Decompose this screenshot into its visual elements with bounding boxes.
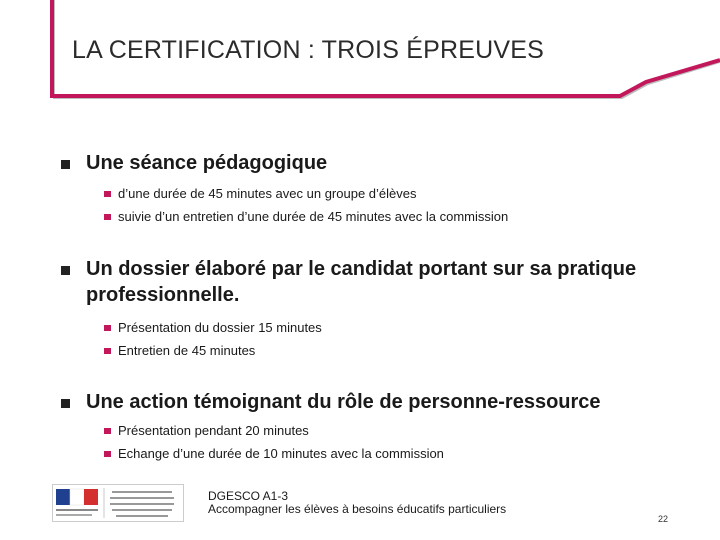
square-bullet-icon [61, 160, 70, 169]
small-square-bullet-icon [104, 325, 111, 331]
list-item: Présentation du dossier 15 minutes [104, 316, 698, 339]
section-dossier [58, 256, 698, 362]
footer-org: DGESCO A1-3 [208, 489, 289, 503]
section-heading: Une action témoignant du rôle de personne-ressource [58, 389, 698, 415]
list-item: d’une durée de 45 minutes avec un groupe d’élèves [104, 182, 698, 205]
section-seance-pedagogique [58, 150, 698, 228]
small-square-bullet-icon [104, 348, 111, 354]
small-square-bullet-icon [104, 214, 111, 220]
sub-list [58, 182, 698, 228]
slide-title: LA CERTIFICATION : TROIS ÉPREUVES [72, 36, 544, 64]
small-square-bullet-icon [104, 191, 111, 197]
section-heading: Un dossier élaboré par le candidat portant sur sa pratique professionnelle. [58, 256, 698, 308]
small-square-bullet-icon [104, 451, 111, 457]
small-square-bullet-icon [104, 428, 111, 434]
footer-subtitle: Accompagner les élèves à besoins éducatifs particuliers [208, 502, 507, 516]
square-bullet-icon [61, 399, 70, 408]
ministry-logo-icon [52, 484, 184, 522]
sub-list [58, 316, 698, 362]
list-item: suivie d’un entretien d’une durée de 45 minutes avec la commission [104, 205, 698, 228]
sub-list [58, 419, 698, 465]
list-item: Echange d’une durée de 10 minutes avec la commission [104, 442, 698, 465]
page-number: 22 [658, 514, 669, 524]
section-personne-ressource [58, 389, 698, 465]
square-bullet-icon [61, 266, 70, 275]
list-item: Entretien de 45 minutes [104, 339, 698, 362]
list-item: Présentation pendant 20 minutes [104, 419, 698, 442]
footer-text [208, 490, 506, 516]
section-heading: Une séance pédagogique [58, 150, 698, 176]
